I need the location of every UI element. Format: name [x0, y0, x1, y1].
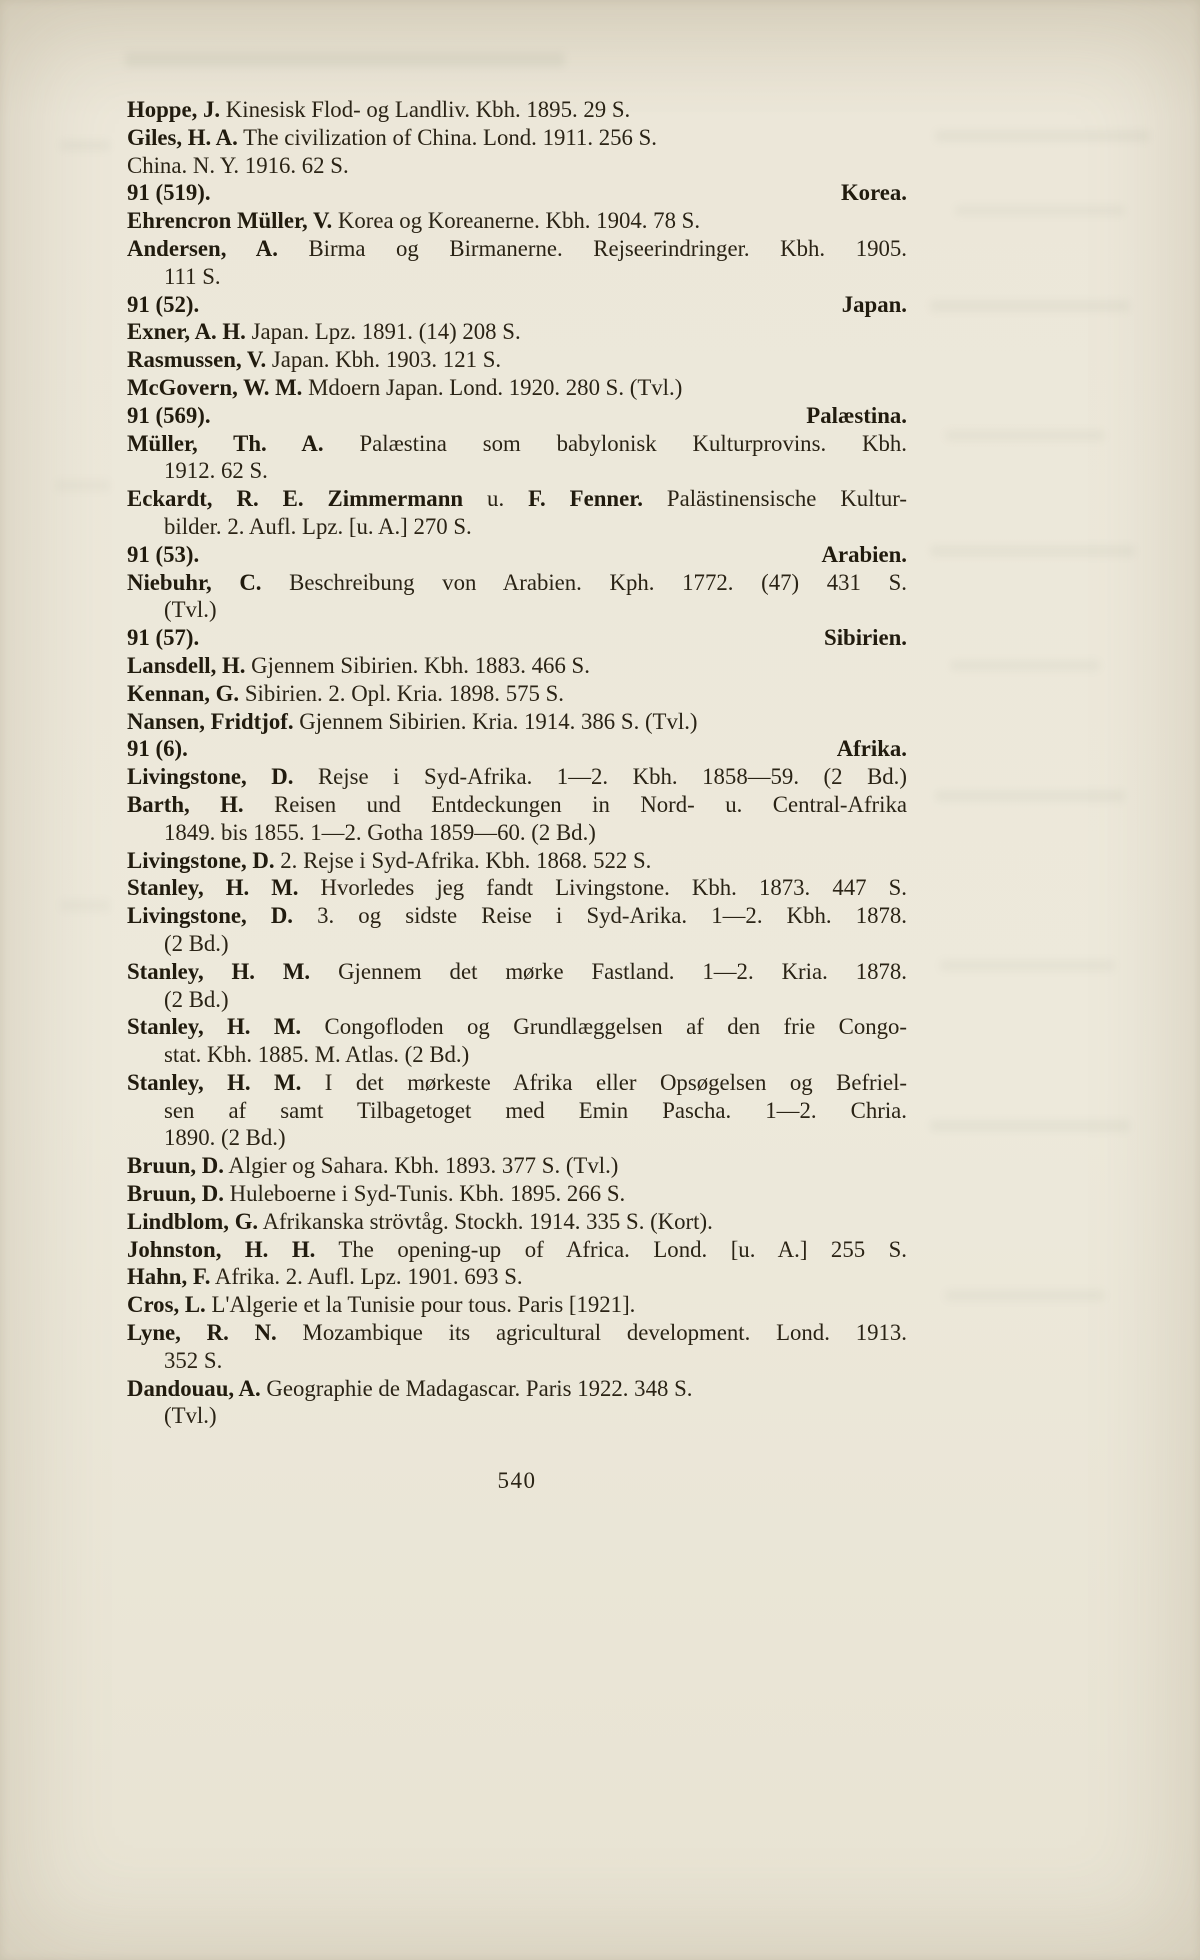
entry-line — [127, 96, 907, 124]
entry-text: u. — [463, 486, 529, 512]
entry-text: Mozambique its agricultural development. Lond. 1913. — [276, 1320, 907, 1346]
section-heading — [127, 291, 907, 319]
entry-text: Korea og Koreanerne. Kbh. 1904. 78 S. — [332, 208, 701, 234]
entry-line — [127, 652, 907, 680]
entry-author: Müller, Th. A. — [127, 430, 324, 456]
entry-author: Bruun, D. — [127, 1181, 224, 1207]
entry-text: 352 S. — [164, 1347, 223, 1373]
entry-text: Algier og Sahara. Kbh. 1893. 377 S. (Tvl.) — [223, 1153, 619, 1179]
entry-text: Palæstina som babylonisk Kulturprovins. Kbh. — [323, 430, 907, 456]
entry-line — [127, 124, 907, 152]
bleed-through-artifact — [125, 52, 565, 67]
entry-line — [127, 1375, 907, 1403]
bleed-through-artifact — [945, 1290, 1105, 1301]
entry-line — [127, 958, 907, 986]
section-heading — [127, 624, 907, 652]
entry-text: Rejse i Syd-Afrika. 1—2. Kbh. 1858—59. (2 Bd.) — [293, 764, 907, 790]
entry-text: Gjennem Sibirien. Kria. 1914. 386 S. (Tvl.) — [293, 708, 698, 734]
section-title: Palæstina. — [806, 402, 907, 428]
entry-line — [127, 763, 907, 791]
entry-line — [127, 374, 907, 402]
entry-text: Birma og Birmanerne. Rejseerindringer. Kbh. 1905. — [277, 235, 907, 261]
section-title: Japan. — [841, 291, 907, 317]
bleed-through-artifact — [60, 140, 110, 151]
entry-author: Lyne, R. N. — [127, 1320, 277, 1346]
bleed-through-artifact — [945, 430, 1105, 441]
entry-author: Stanley, H. M. — [127, 1014, 302, 1040]
entry-text: Afrikanska strövtåg. Stockh. 1914. 335 S. (Kort). — [258, 1208, 713, 1234]
entry-author: Niebuhr, C. — [127, 569, 262, 595]
entry-text: Japan. Kbh. 1903. 121 S. — [266, 347, 502, 373]
bleed-through-artifact — [930, 1120, 1130, 1132]
entry-text: L'Algerie et la Tunisie pour tous. Paris [1921]. — [205, 1292, 636, 1318]
section-heading — [127, 735, 907, 763]
entry-line — [127, 1069, 907, 1097]
entry-author: F. Fenner. — [528, 486, 643, 512]
bleed-through-artifact — [950, 660, 1100, 671]
entry-text: 3. og sidste Reise i Syd-Arika. 1—2. Kbh. 1878. — [292, 903, 907, 929]
entry-line — [127, 708, 907, 736]
entry-text: (2 Bd.) — [164, 930, 229, 956]
entry-author: Eckardt, R. E. Zimmermann — [127, 486, 464, 512]
entry-author: Bruun, D. — [127, 1153, 224, 1179]
entry-text: (Tvl.) — [164, 597, 217, 623]
entry-line — [127, 902, 907, 930]
section-number: 91 (6). — [127, 736, 188, 762]
entry-text: stat. Kbh. 1885. M. Atlas. (2 Bd.) — [164, 1042, 470, 1068]
entry-text: The opening-up of Africa. Lond. [u. A.] 255 S. — [315, 1236, 908, 1262]
entry-text: Afrika. 2. Aufl. Lpz. 1901. 693 S. — [210, 1264, 523, 1290]
entry-line — [127, 430, 907, 458]
entry-line — [127, 874, 907, 902]
continuation-line — [127, 986, 907, 1014]
entry-line — [127, 847, 907, 875]
entry-author: Stanley, H. M. — [127, 1069, 302, 1095]
entry-text: Mdoern Japan. Lond. 1920. 280 S. (Tvl.) — [302, 374, 683, 400]
entry-text: Reisen und Entdeckungen in Nord- u. Central-Afrika — [243, 791, 907, 817]
entry-text: bilder. 2. Aufl. Lpz. [u. A.] 270 S. — [164, 513, 472, 539]
continuation-line — [127, 457, 907, 485]
entry-text: (2 Bd.) — [164, 986, 229, 1012]
entry-author: Barth, H. — [127, 791, 244, 817]
entry-author: Livingstone, D. — [127, 847, 275, 873]
entry-line — [127, 207, 907, 235]
continuation-line — [127, 1347, 907, 1375]
entry-line — [127, 569, 907, 597]
page-number: 540 — [497, 1468, 537, 1493]
entry-text: 111 S. — [164, 263, 221, 289]
section-heading — [127, 179, 907, 207]
section-title: Sibirien. — [824, 625, 907, 651]
continuation-line — [127, 263, 907, 291]
entry-author: Andersen, A. — [127, 235, 278, 261]
entry-line — [127, 1152, 907, 1180]
entry-line — [127, 485, 907, 513]
section-number: 91 (519). — [127, 180, 211, 206]
section-number: 91 (53). — [127, 541, 200, 567]
bleed-through-artifact — [935, 790, 1125, 802]
entry-line — [127, 1291, 907, 1319]
entry-text: Congofloden og Grundlæggelsen af den frie Congo- — [301, 1014, 908, 1040]
entry-author: Lindblom, G. — [127, 1208, 259, 1234]
entry-line — [127, 680, 907, 708]
entry-line — [127, 1208, 907, 1236]
entry-line — [127, 346, 907, 374]
entry-text: 1912. 62 S. — [164, 458, 268, 484]
continuation-line — [127, 1041, 907, 1069]
entry-author: Livingstone, D. — [127, 764, 294, 790]
entry-author: Livingstone, D. — [127, 903, 293, 929]
entry-author: Lansdell, H. — [127, 652, 246, 678]
section-heading — [127, 541, 907, 569]
entry-text: I det mørkeste Afrika eller Opsøgelsen og Befriel- — [301, 1069, 908, 1095]
entry-text: Gjennem det mørke Fastland. 1—2. Kria. 1878. — [310, 958, 907, 984]
entry-text: Japan. Lpz. 1891. (14) 208 S. — [245, 319, 521, 345]
entry-text: The civilization of China. Lond. 1911. 256 S. — [237, 124, 657, 150]
catalog-lines — [127, 96, 907, 1430]
entry-line — [127, 1180, 907, 1208]
entry-author: Dandouau, A. — [127, 1375, 261, 1401]
section-heading — [127, 402, 907, 430]
entry-line — [127, 791, 907, 819]
entry-text: Huleboerne i Syd-Tunis. Kbh. 1895. 266 S. — [223, 1181, 626, 1207]
bleed-through-artifact — [55, 480, 110, 491]
entry-line — [127, 318, 907, 346]
entry-line — [127, 1319, 907, 1347]
bleed-through-artifact — [930, 300, 1130, 312]
section-number: 91 (52). — [127, 291, 200, 317]
entry-text: China. N. Y. 1916. 62 S. — [127, 152, 349, 178]
entry-line — [127, 1013, 907, 1041]
bleed-through-artifact — [60, 900, 110, 911]
continuation-line — [127, 930, 907, 958]
continuation-line — [127, 1124, 907, 1152]
entry-author: Johnston, H. H. — [127, 1236, 316, 1262]
bleed-through-artifact — [935, 130, 1150, 142]
entry-text: 2. Rejse i Syd-Afrika. Kbh. 1868. 522 S. — [274, 847, 652, 873]
continuation-line — [127, 513, 907, 541]
section-title: Arabien. — [821, 541, 907, 567]
entry-author: Nansen, Fridtjof. — [127, 708, 294, 734]
entry-author: Hahn, F. — [127, 1264, 211, 1290]
continuation-line — [127, 1097, 907, 1125]
entry-text: Kinesisk Flod- og Landliv. Kbh. 1895. 29 S. — [220, 97, 631, 122]
entry-author: Exner, A. H. — [127, 319, 246, 345]
entry-author: Kennan, G. — [127, 680, 240, 706]
entry-text: Palästinensische Kultur- — [642, 486, 908, 512]
entry-author: Rasmussen, V. — [127, 347, 267, 373]
entry-author: McGovern, W. M. — [127, 374, 303, 400]
entry-text: sen af samt Tilbagetoget med Emin Pascha. 1—2. Chria. — [164, 1097, 907, 1123]
entry-text: 1890. (2 Bd.) — [164, 1125, 286, 1151]
catalog-text-block — [127, 96, 907, 1430]
entry-line — [127, 235, 907, 263]
bleed-through-artifact — [930, 545, 1135, 557]
continuation-line — [127, 596, 907, 624]
entry-text: Beschreibung von Arabien. Kph. 1772. (47) 431 S. — [261, 569, 907, 595]
entry-author: Giles, H. A. — [127, 124, 238, 150]
entry-text: 1849. bis 1855. 1—2. Gotha 1859—60. (2 Bd.) — [164, 819, 596, 845]
entry-author: Cros, L. — [127, 1292, 206, 1318]
entry-text: Hvorledes jeg fandt Livingstone. Kbh. 1873. 447 S. — [298, 875, 907, 901]
entry-author: Stanley, H. M. — [127, 875, 299, 901]
entry-text: Gjennem Sibirien. Kbh. 1883. 466 S. — [245, 652, 590, 678]
entry-text: Geographie de Madagascar. Paris 1922. 348 S. — [260, 1375, 693, 1401]
entry-text: (Tvl.) — [164, 1403, 217, 1429]
bleed-through-artifact — [940, 960, 1115, 971]
entry-line — [127, 152, 907, 180]
entry-author: Stanley, H. M. — [127, 958, 311, 984]
continuation-line — [127, 819, 907, 847]
entry-author: Hoppe, J. — [127, 97, 221, 122]
section-title: Afrika. — [836, 736, 907, 762]
section-title: Korea. — [840, 180, 907, 206]
continuation-line — [127, 1402, 907, 1430]
section-number: 91 (57). — [127, 625, 200, 651]
bleed-through-artifact — [955, 205, 1125, 216]
entry-line — [127, 1236, 907, 1264]
entry-text: Sibirien. 2. Opl. Kria. 1898. 575 S. — [239, 680, 564, 706]
section-number: 91 (569). — [127, 402, 211, 428]
entry-author: Ehrencron Müller, V. — [127, 208, 333, 234]
entry-line — [127, 1263, 907, 1291]
